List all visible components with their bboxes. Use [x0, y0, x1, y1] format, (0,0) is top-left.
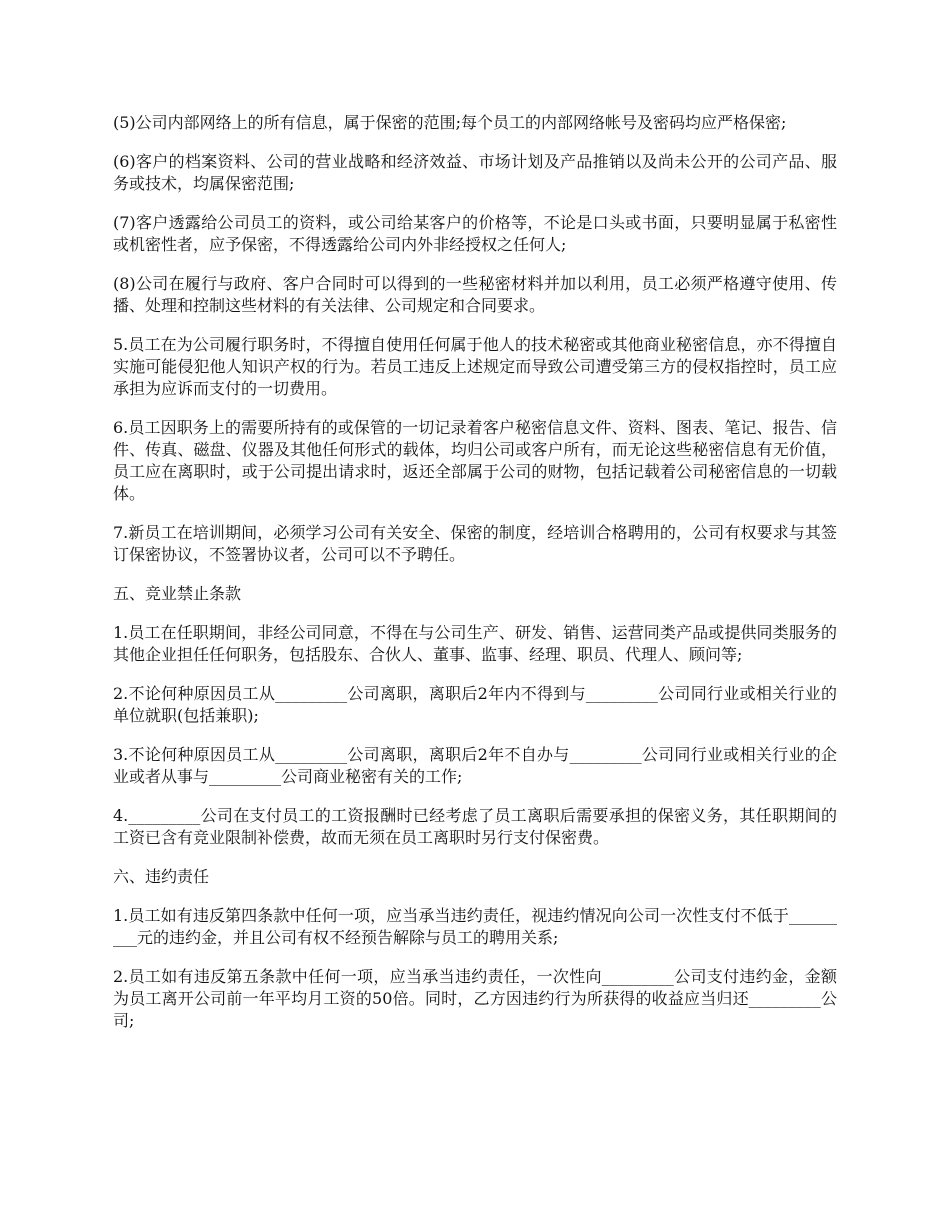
section-heading-liability: 六、违约责任: [113, 867, 210, 886]
liability-item-2: 2.员工如有违反第五条款中任何一项，应当承当违约责任，一次性向_________公司支付违约金，金额为员工离开公司前一年平均月工资的50倍。同时，乙方因违约行为所获得的收益应当归还_________公司;: [113, 967, 837, 1030]
clause-item-7: 7.新员工在培训期间，必须学习公司有关安全、保密的制度，经培训合格聘用的，公司有权要求与其签订保密协议，不签署协议者，公司可以不予聘任。: [113, 523, 837, 564]
clause-5-5: (5)公司内部网络上的所有信息，属于保密的范围;每个员工的内部网络帐号及密码均应严格保密;: [113, 113, 787, 132]
clause-5-8: (8)公司在履行与政府、客户合同时可以得到的一些秘密材料并加以利用，员工必须严格遵守使用、传播、处理和控制这些材料的有关法律、公司规定和合同要求。: [113, 274, 837, 315]
section-heading-non-compete: 五、竞业禁止条款: [113, 584, 242, 603]
non-compete-item-1: 1.员工在任职期间，非经公司同意，不得在与公司生产、研发、销售、运营同类产品或提供同类服务的其他企业担任任何职务，包括股东、合伙人、董事、监事、经理、职员、代理人、顾问等;: [113, 623, 837, 664]
clause-item-5: 5.员工在为公司履行职务时，不得擅自使用任何属于他人的技术秘密或其他商业秘密信息，亦不得擅自实施可能侵犯他人知识产权的行为。若员工违反上述规定而导致公司遭受第三方的侵权指控时，员工应承担为应诉而支付的一切费用。: [113, 335, 837, 398]
non-compete-item-4: 4._________公司在支付员工的工资报酬时已经考虑了员工离职后需要承担的保密义务，其任职期间的工资已含有竞业限制补偿费，故而无须在员工离职时另行支付保密费。: [113, 806, 837, 847]
clause-item-6: 6.员工因职务上的需要所持有的或保管的一切记录着客户秘密信息文件、资料、图表、笔记、报告、信件、传真、磁盘、仪器及其他任何形式的载体，均归公司或客户所有，而无论这些秘密信息有无价值，员工应在离职时，或于公司提出请求时，返还全部属于公司的财物，包括记载着公司秘密信息的一切载体。: [113, 418, 837, 503]
liability-item-1: 1.员工如有违反第四条款中任何一项，应当承当违约责任，视违约情况向公司一次性支付不低于_________元的违约金，并且公司有权不经预告解除与员工的聘用关系;: [113, 906, 837, 947]
non-compete-item-3: 3.不论何种原因员工从_________公司离职，离职后2年不自办与_________公司同行业或相关行业的企业或者从事与_________公司商业秘密有关的工作;: [113, 745, 837, 786]
clause-5-6: (6)客户的档案资料、公司的营业战略和经济效益、市场计划及产品推销以及尚未公开的公司产品、服务或技术，均属保密范围;: [113, 152, 837, 193]
document-body: [113, 112, 837, 1049]
clause-5-7: (7)客户透露给公司员工的资料，或公司给某客户的价格等，不论是口头或书面，只要明显属于私密性或机密性者，应予保密，不得透露给公司内外非经授权之任何人;: [113, 213, 837, 254]
non-compete-item-2: 2.不论何种原因员工从_________公司离职，离职后2年内不得到与_________公司同行业或相关行业的单位就职(包括兼职);: [113, 684, 837, 725]
